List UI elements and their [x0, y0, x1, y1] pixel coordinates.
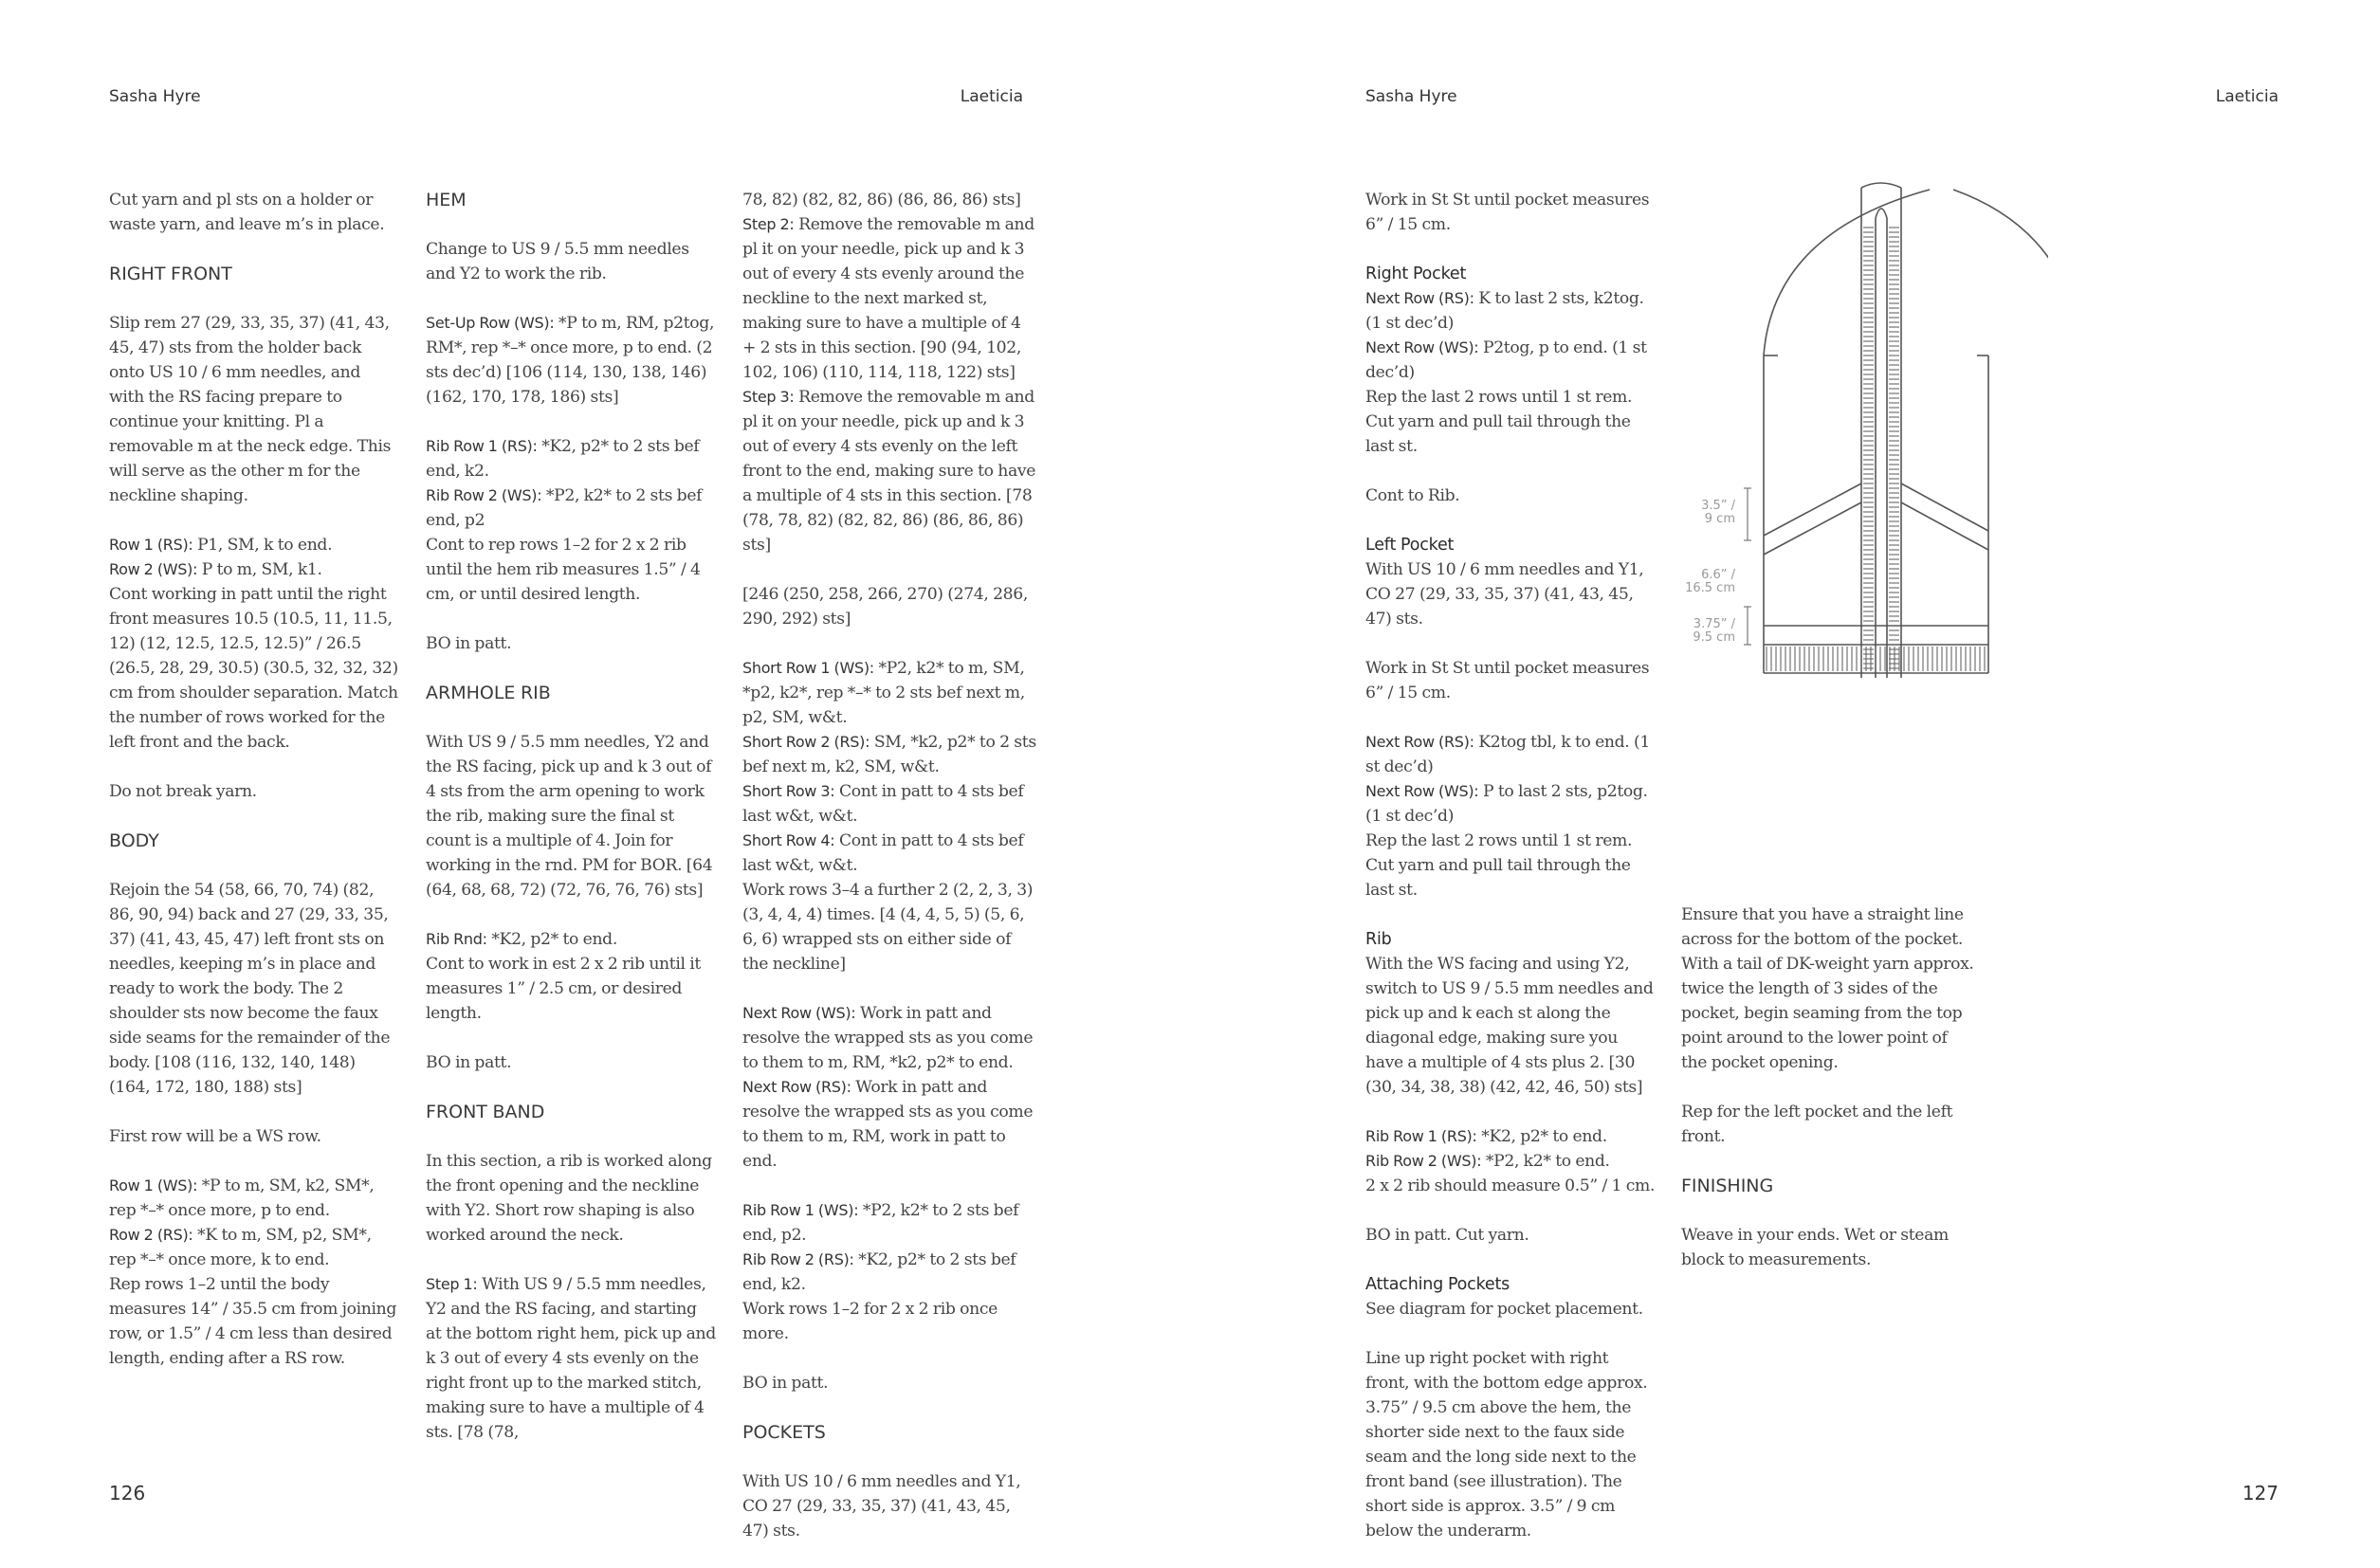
paragraph: BO in patt. Cut yarn.: [1365, 1226, 1529, 1245]
paragraph: Cont to Rib.: [1365, 486, 1460, 505]
row-text: *K to m, SM, p2, SM*, rep *–* once more, k to end.: [109, 1226, 372, 1269]
paragraph: Rep the last 2 rows until 1 st rem. Cut yarn and pull tail through the last st.: [1365, 831, 1633, 900]
instruction-row: [742, 656, 1036, 730]
paragraph: Cont to work in est 2 x 2 rib until it measures 1” / 2.5 cm, or desired length.: [426, 955, 701, 1023]
instruction-row: [1365, 286, 1656, 336]
instruction-row: [742, 385, 1036, 557]
paragraph: Slip rem 27 (29, 33, 35, 37) (41, 43, 45, 47) sts from the holder back onto US 10 / 6 mm needles, and with the RS facing prepare to continue your knitting. Pl a removable m at the neck edge. This will serve as the other m for the neckline shaping.: [109, 314, 392, 505]
row-label: Row 1 (RS):: [109, 536, 193, 554]
row-text: K2tog tbl, k to end. (1 st dec’d): [1365, 733, 1650, 776]
row-label: Rib Row 1 (RS):: [1365, 1127, 1477, 1145]
row-label: Rib Rnd:: [426, 930, 487, 948]
dimension-label-underarm: 3.5” / 9 cm: [1701, 499, 1735, 526]
row-text: Remove the removable m and pl it on your needle, pick up and k 3 out of every 4 sts evenly around the neckline to the next marked st, making sure to have a multiple of 4 + 2 sts in this section. [90 (94, 102, 102, 106) (110, 114, 118, 122) sts]: [742, 215, 1034, 382]
row-text: *P to m, SM, k2, SM*, rep *–* once more, p to end.: [109, 1176, 375, 1220]
instruction-row: [742, 1248, 1036, 1297]
row-text: With US 9 / 5.5 mm needles, Y2 and the RS facing, and starting at the bottom right hem, pick up and k 3 out of every 4 sts evenly on the right front up to the marked stitch, making sure to have a multiple of 4 sts. [78 (78,: [426, 1275, 716, 1442]
row-text: Work in patt and resolve the wrapped sts as you come to them to m, RM, *k2, p2* to end.: [742, 1004, 1034, 1072]
paragraph: Work rows 3–4 a further 2 (2, 2, 3, 3) (3, 4, 4, 4) times. [4 (4, 4, 5, 5) (5, 6, 6, 6) wrapped sts on either side of the neckline]: [742, 881, 1034, 974]
garment-schematic: [1685, 180, 2048, 711]
running-header-author: Sasha Hyre: [1365, 87, 1457, 106]
row-text: *P to m, RM, p2tog, RM*, rep *–* once more, p to end. (2 sts dec’d) [106 (114, 130, 138, 146) (162, 170, 178, 186) sts]: [426, 314, 715, 407]
dimension-label-hem: 3.75” / 9.5 cm: [1693, 617, 1735, 645]
subheading-right-pocket: Right Pocket: [1365, 264, 1467, 283]
row-text: *K2, p2* to end.: [1476, 1127, 1607, 1146]
paragraph: Work in St St until pocket measures 6” / 15 cm.: [1365, 191, 1650, 234]
paragraph: Ensure that you have a straight line across for the bottom of the pocket. With a tail of DK-weight yarn approx. twice the length of 3 sides of the pocket, begin seaming from the top point around to the lower point of the pocket opening.: [1681, 905, 1974, 1072]
section-heading-finishing: FINISHING: [1681, 1176, 1774, 1196]
row-text: P to last 2 sts, p2tog. (1 st dec’d): [1365, 782, 1648, 826]
right-column-1: [1365, 188, 1656, 1568]
paragraph: Do not break yarn.: [109, 782, 257, 801]
paragraph: 78, 82) (82, 82, 86) (86, 86, 86) sts]: [742, 191, 1021, 210]
row-text: *P2, k2* to end.: [1481, 1152, 1610, 1171]
paragraph: Line up right pocket with right front, with the bottom edge approx. 3.75” / 9.5 cm above the hem, the shorter side next to the faux side seam and the long side next to the front band (see illustration). The short side is approx. 3.5” / 9 cm below the underarm.: [1365, 1349, 1648, 1541]
instruction-row: [1365, 336, 1656, 385]
row-text: Work in patt and resolve the wrapped sts as you come to them to m, RM, work in patt to end.: [742, 1078, 1034, 1171]
paragraph: BO in patt.: [426, 1053, 512, 1072]
instruction-row: [742, 730, 1036, 779]
row-text: Cont in patt to 4 sts bef last w&t, w&t.: [742, 831, 1024, 875]
row-text: Cont in patt to 4 sts bef last w&t, w&t.: [742, 782, 1024, 826]
paragraph: In this section, a rib is worked along the front opening and the neckline with Y2. Short row shaping is also worked around the neck.: [426, 1152, 712, 1245]
row-text: Remove the removable m and pl it on your needle, pick up and k 3 out of every 4 sts evenly on the left front to the end, making sure to have a multiple of 4 sts in this section. [78 (78, 78, 82) (82, 82, 86) (86, 86, 86) sts]: [742, 388, 1036, 555]
instruction-row: [742, 1001, 1036, 1075]
left-column-2: [426, 188, 716, 1469]
paragraph: Rep for the left pocket and the left front.: [1681, 1103, 1953, 1146]
row-label: Short Row 1 (WS):: [742, 659, 874, 677]
instruction-row: [1365, 779, 1656, 829]
subheading-attaching-pockets: Attaching Pockets: [1365, 1275, 1510, 1294]
paragraph: 2 x 2 rib should measure 0.5” / 1 cm.: [1365, 1176, 1656, 1195]
paragraph: With US 10 / 6 mm needles and Y1, CO 27 (29, 33, 35, 37) (41, 43, 45, 47) sts.: [742, 1472, 1021, 1541]
section-heading-right-front: RIGHT FRONT: [109, 264, 232, 284]
paragraph: Work in St St until pocket measures 6” / 15 cm.: [1365, 659, 1650, 702]
row-text: *K2, p2* to 2 sts bef end, k2.: [742, 1250, 1016, 1294]
left-column-3: [742, 188, 1036, 1568]
row-label: Next Row (RS):: [1365, 289, 1474, 307]
instruction-row: [426, 311, 716, 410]
paragraph: With US 10 / 6 mm needles and Y1, CO 27 (29, 33, 35, 37) (41, 43, 45, 47) sts.: [1365, 560, 1644, 629]
instruction-row: [109, 557, 399, 582]
instruction-row: [109, 1223, 399, 1272]
row-text: K to last 2 sts, k2tog. (1 st dec’d): [1365, 289, 1644, 333]
instruction-row: [742, 1075, 1036, 1174]
instruction-row: [742, 829, 1036, 878]
row-text: P2tog, p to end. (1 st dec’d): [1365, 338, 1647, 382]
row-label: Row 2 (WS):: [109, 560, 198, 578]
paragraph: Work rows 1–2 for 2 x 2 rib once more.: [742, 1300, 998, 1343]
instruction-row: [1365, 730, 1656, 779]
instruction-row: [1365, 1149, 1656, 1174]
row-text: SM, *k2, p2* to 2 sts bef next m, k2, SM, w&t.: [742, 733, 1036, 776]
subheading-rib: Rib: [1365, 930, 1392, 949]
paragraph: BO in patt.: [742, 1374, 829, 1393]
paragraph: Change to US 9 / 5.5 mm needles and Y2 to work the rib.: [426, 240, 689, 283]
row-label: Rib Row 2 (WS):: [1365, 1152, 1482, 1170]
row-label: Row 1 (WS):: [109, 1176, 198, 1194]
row-label: Short Row 4:: [742, 831, 835, 849]
section-heading-pockets: POCKETS: [742, 1422, 826, 1443]
left-page: [0, 0, 1190, 1541]
row-text: *K2, p2* to 2 sts bef end, k2.: [426, 437, 700, 481]
instruction-row: [1365, 1124, 1656, 1149]
paragraph: See diagram for pocket placement.: [1365, 1300, 1643, 1319]
instruction-row: [742, 1198, 1036, 1248]
running-header-title: Laeticia: [2215, 87, 2279, 106]
instruction-row: [109, 1174, 399, 1223]
paragraph: Rejoin the 54 (58, 66, 70, 74) (82, 86, 90, 94) back and 27 (29, 33, 35, 37) (41, 43, 45, 47) left front sts on needles, keeping m’s in place and ready to work the body. The 2 shoulder sts now become the faux side seams for the remainder of the body. [108 (116, 132, 140, 148) (164, 172, 180, 188) sts]: [109, 881, 391, 1097]
paragraph: Weave in your ends. Wet or steam block to measurements.: [1681, 1226, 1949, 1269]
paragraph: Rep rows 1–2 until the body measures 14” / 35.5 cm from joining row, or 1.5” / 4 cm less than desired length, ending after a RS row.: [109, 1275, 397, 1368]
instruction-row: [426, 927, 716, 952]
row-label: Step 2:: [742, 215, 795, 233]
row-label: Set-Up Row (WS):: [426, 314, 555, 332]
row-text: P to m, SM, k1.: [197, 560, 322, 579]
row-text: *P2, k2* to m, SM, *p2, k2*, rep *–* to 2 sts bef next m, p2, SM, w&t.: [742, 659, 1025, 727]
instruction-row: [109, 533, 399, 557]
row-label: Short Row 3:: [742, 782, 835, 800]
running-header-title: Laeticia: [960, 87, 1023, 106]
schematic-drawing: [1721, 180, 2048, 711]
paragraph: With US 9 / 5.5 mm needles, Y2 and the RS facing, pick up and k 3 out of 4 sts from the arm opening to work the rib, making sure the final st count is a multiple of 4. Join for working in the rnd. PM for BOR. [64 (64, 68, 68, 72) (72, 76, 76, 76) sts]: [426, 733, 713, 900]
row-label: Rib Row 2 (WS):: [426, 486, 542, 504]
row-label: Next Row (RS):: [742, 1078, 851, 1096]
right-column-2: [1681, 903, 1975, 1297]
instruction-row: [742, 779, 1036, 829]
section-heading-body: BODY: [109, 830, 159, 851]
row-text: *K2, p2* to end.: [486, 930, 617, 949]
paragraph: BO in patt.: [426, 634, 512, 653]
instruction-row: [426, 483, 716, 533]
row-label: Short Row 2 (RS):: [742, 733, 870, 751]
section-heading-armhole-rib: ARMHOLE RIB: [426, 683, 551, 703]
subheading-left-pocket: Left Pocket: [1365, 536, 1455, 555]
row-label: Row 2 (RS):: [109, 1226, 193, 1244]
row-label: Step 1:: [426, 1275, 478, 1293]
row-label: Rib Row 1 (WS):: [742, 1201, 859, 1219]
row-text: *P2, k2* to 2 sts bef end, p2.: [742, 1201, 1019, 1245]
paragraph: Cut yarn and pl sts on a holder or waste yarn, and leave m’s in place.: [109, 191, 385, 234]
running-header-author: Sasha Hyre: [109, 87, 201, 106]
row-label: Next Row (RS):: [1365, 733, 1474, 751]
row-label: Rib Row 1 (RS):: [426, 437, 538, 455]
paragraph: Rep the last 2 rows until 1 st rem. Cut yarn and pull tail through the last st.: [1365, 388, 1633, 456]
row-label: Next Row (WS):: [742, 1004, 856, 1022]
left-column-1: [109, 188, 399, 1395]
row-label: Next Row (WS):: [1365, 338, 1479, 356]
row-label: Rib Row 2 (RS):: [742, 1250, 854, 1268]
paragraph: Cont working in patt until the right front measures 10.5 (10.5, 11, 11.5, 12) (12, 12.5, 12.5, 12.5)” / 26.5 (26.5, 28, 29, 30.5) (30.5, 32, 32, 32) cm from shoulder separation. Match the number of rows worked for the left front and the back.: [109, 585, 398, 752]
page-number: 127: [2242, 1482, 2279, 1504]
paragraph: First row will be a WS row.: [109, 1127, 321, 1146]
row-text: *P2, k2* to 2 sts bef end, p2: [426, 486, 703, 530]
instruction-row: [742, 212, 1036, 385]
paragraph: With the WS facing and using Y2, switch to US 9 / 5.5 mm needles and pick up and k each st along the diagonal edge, making sure you have a multiple of 4 sts plus 2. [30 (30, 34, 38, 38) (42, 42, 46, 50) sts]: [1365, 955, 1654, 1097]
instruction-row: [426, 1272, 716, 1445]
row-label: Next Row (WS):: [1365, 782, 1479, 800]
page-number: 126: [109, 1482, 146, 1504]
paragraph: Cont to rep rows 1–2 for 2 x 2 rib until the hem rib measures 1.5” / 4 cm, or until desired length.: [426, 536, 701, 604]
instruction-row: [426, 434, 716, 483]
dimension-label-pocket-depth: 6.6” / 16.5 cm: [1685, 568, 1735, 595]
section-heading-front-band: FRONT BAND: [426, 1102, 545, 1122]
paragraph: [246 (250, 258, 266, 270) (274, 286, 290, 292) sts]: [742, 585, 1028, 629]
row-text: P1, SM, k to end.: [192, 536, 333, 555]
section-heading-hem: HEM: [426, 190, 467, 210]
row-label: Step 3:: [742, 388, 795, 406]
